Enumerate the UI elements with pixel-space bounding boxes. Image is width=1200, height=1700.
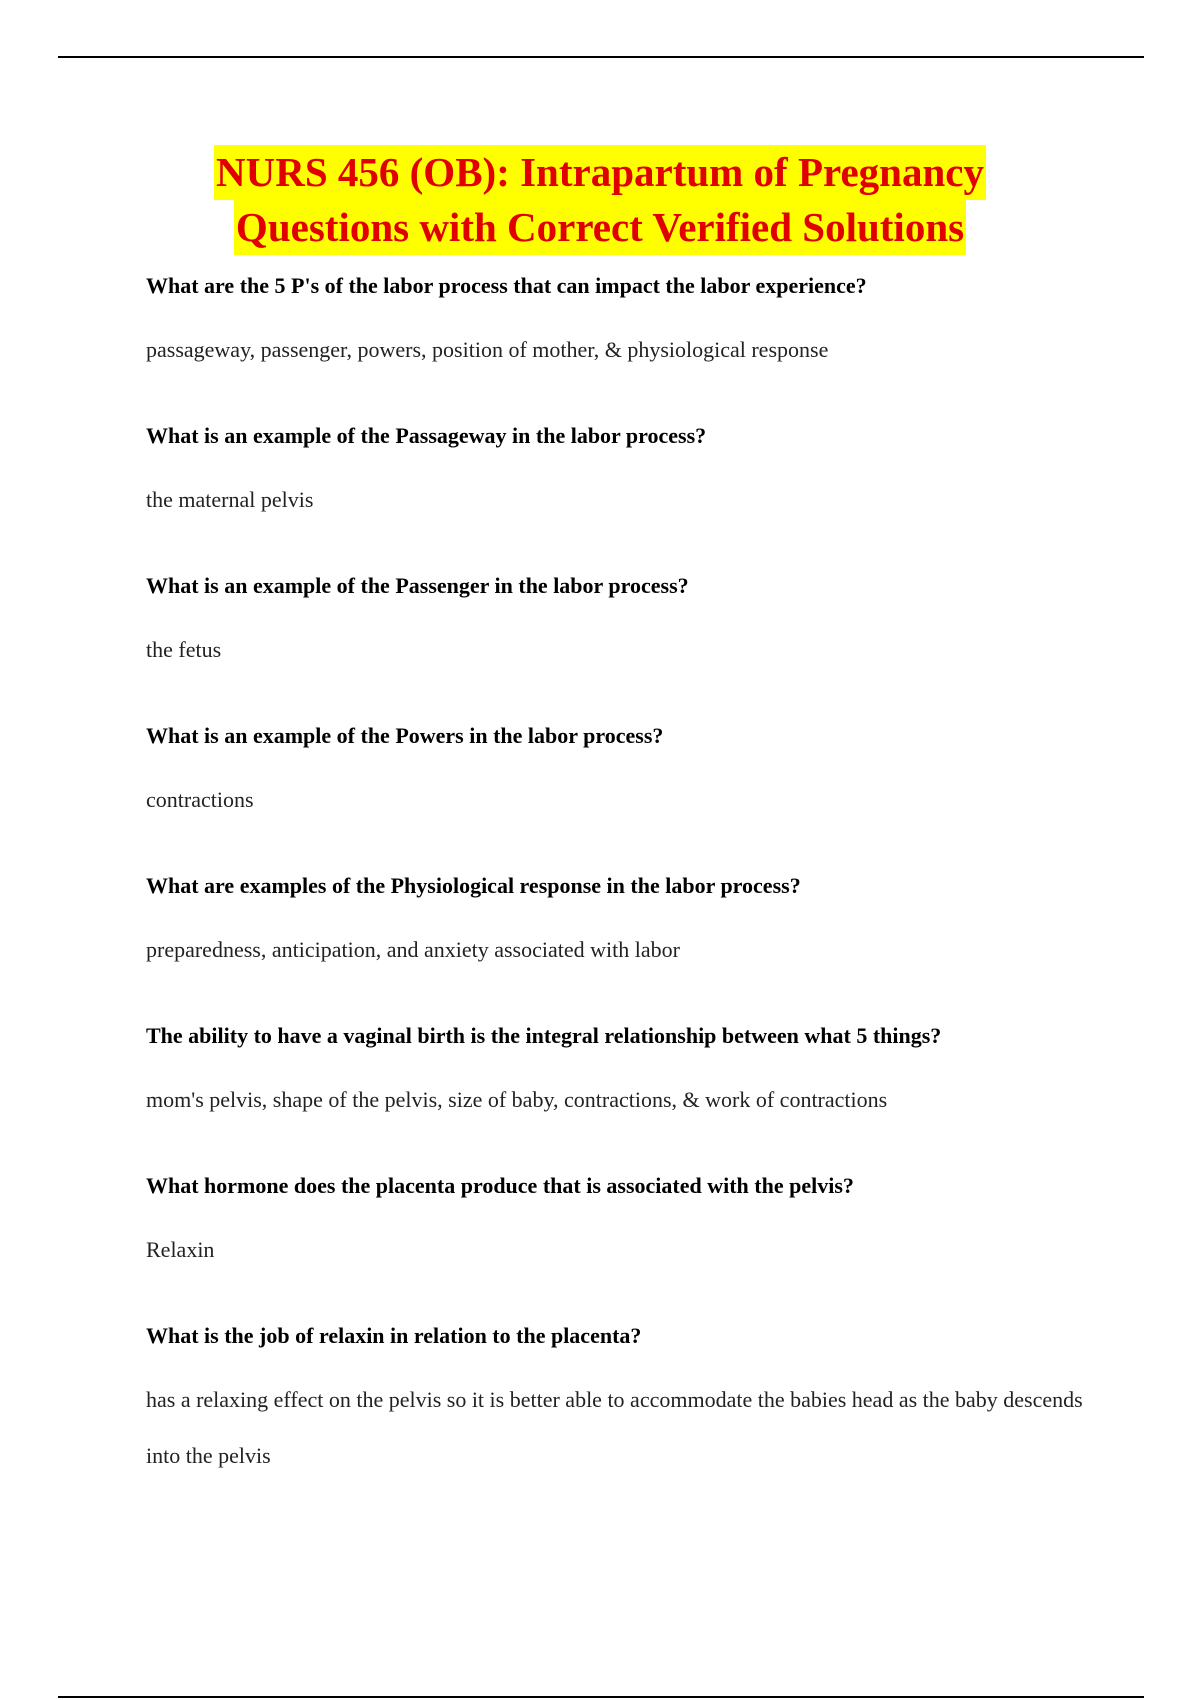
qa-item-4 (146, 718, 1096, 828)
qa-item-6 (146, 1018, 1096, 1128)
qa-item-7 (146, 1168, 1096, 1278)
question-text: The ability to have a vaginal birth is the integral relationship between what 5 things? (146, 1023, 942, 1048)
question-text: What is an example of the Passenger in the labor process? (146, 573, 689, 598)
qa-list (146, 268, 1096, 1524)
title-line-2: Questions with Correct Verified Solutions (234, 200, 966, 255)
qa-item-5 (146, 868, 1096, 978)
question-text: What is the job of relaxin in relation to the placenta? (146, 1323, 642, 1348)
answer-text: Relaxin (146, 1237, 215, 1262)
answer-text: mom's pelvis, shape of the pelvis, size of baby, contractions, & work of contractions (146, 1087, 888, 1112)
qa-item-2 (146, 418, 1096, 528)
question-text: What are examples of the Physiological response in the labor process? (146, 873, 801, 898)
answer-text: the maternal pelvis (146, 487, 314, 512)
question-text: What is an example of the Powers in the labor process? (146, 723, 664, 748)
qa-item-3 (146, 568, 1096, 678)
question-text: What hormone does the placenta produce that is associated with the pelvis? (146, 1173, 854, 1198)
answer-text: passageway, passenger, powers, position of mother, & physiological response (146, 337, 829, 362)
question-text: What are the 5 P's of the labor process that can impact the labor experience? (146, 273, 867, 298)
bottom-rule (58, 1696, 1144, 1698)
title-line-1: NURS 456 (OB): Intrapartum of Pregnancy (214, 145, 986, 200)
qa-item-1 (146, 268, 1096, 378)
answer-text: has a relaxing effect on the pelvis so it is better able to accommodate the babies head as the baby descends into the pelvis (146, 1387, 1083, 1468)
answer-text: preparedness, anticipation, and anxiety associated with labor (146, 937, 680, 962)
qa-item-8 (146, 1318, 1096, 1484)
answer-text: contractions (146, 787, 254, 812)
document-title (0, 145, 1200, 255)
top-rule (58, 56, 1144, 58)
question-text: What is an example of the Passageway in the labor process? (146, 423, 707, 448)
answer-text: the fetus (146, 637, 222, 662)
